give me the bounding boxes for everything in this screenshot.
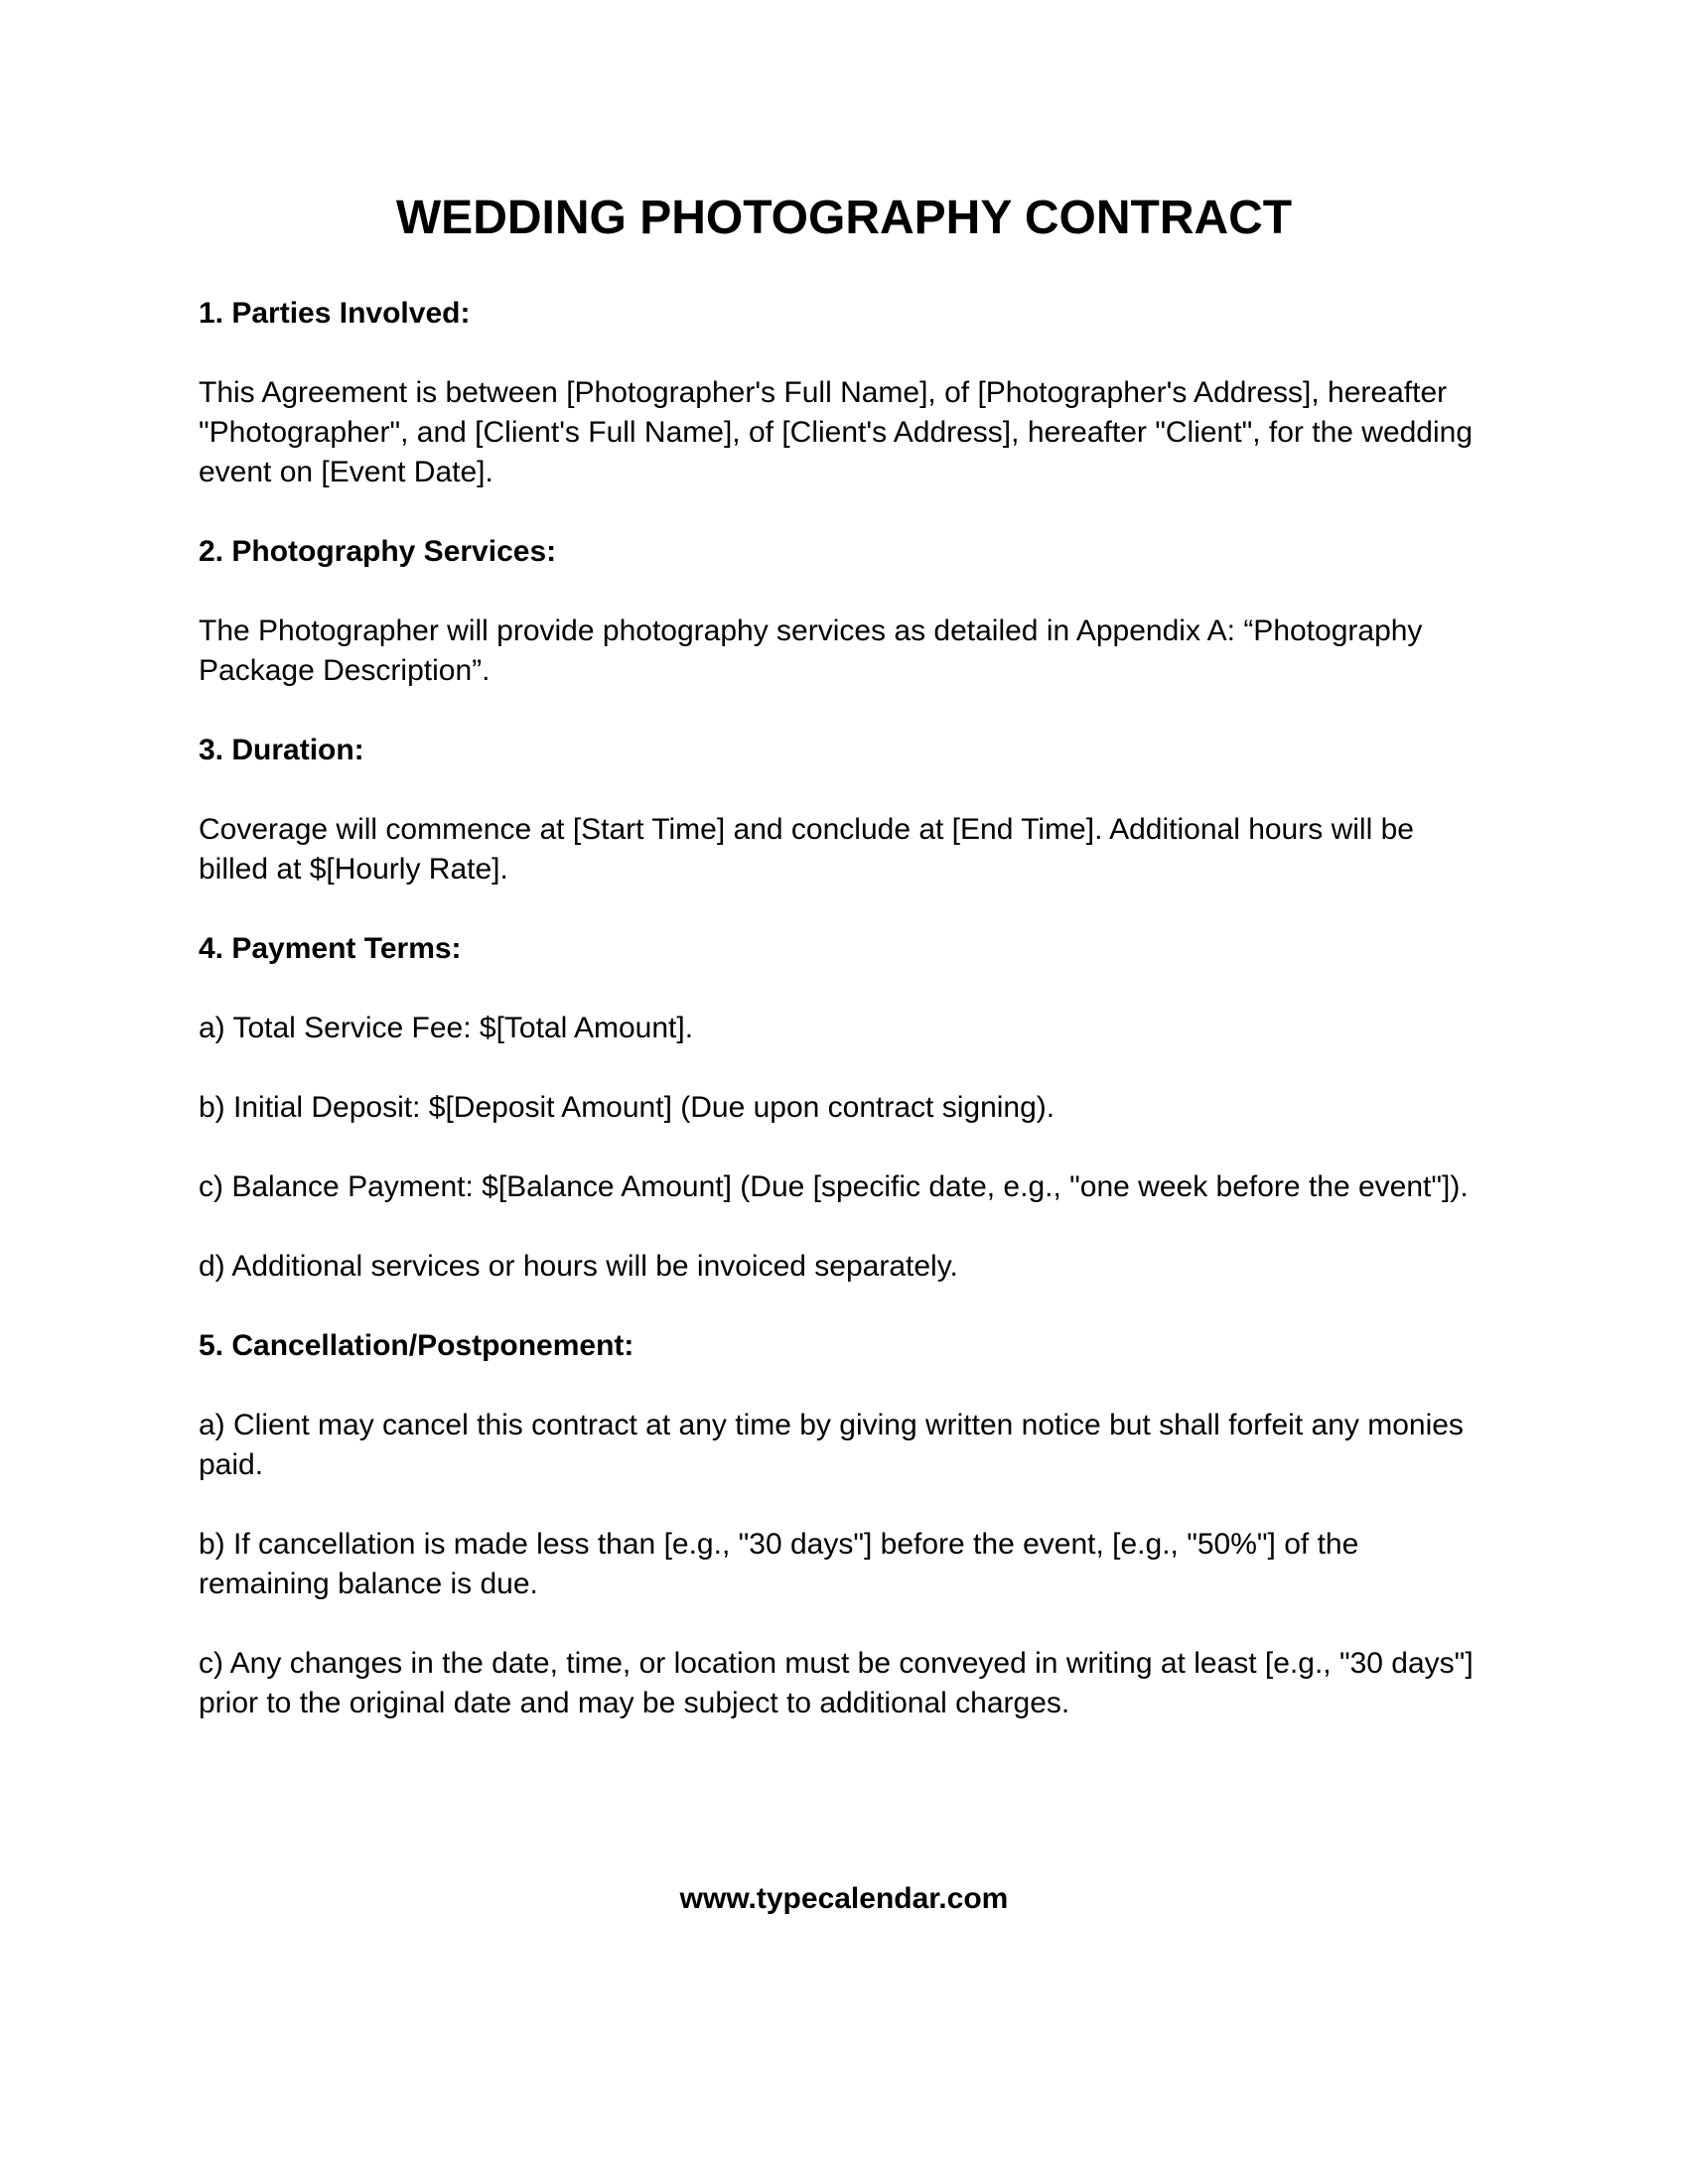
section-paragraph: b) Initial Deposit: $[Deposit Amount] (Due upon contract signing). — [199, 1091, 1055, 1124]
footer-website: www.typecalendar.com — [679, 1882, 1009, 1915]
section-heading-payment: 4. Payment Terms: — [199, 932, 462, 965]
section-heading-duration: 3. Duration: — [199, 734, 364, 766]
section-heading-cancellation: 5. Cancellation/Postponement: — [199, 1329, 634, 1362]
section-paragraph: The Photographer will provide photography services as detailed in Appendix A: “Photography Package Description”. — [199, 614, 1423, 687]
section-heading-services: 2. Photography Services: — [199, 535, 557, 568]
document-title: WEDDING PHOTOGRAPHY CONTRACT — [395, 192, 1293, 244]
section-paragraph: This Agreement is between [Photographer's Full Name], of [Photographer's Address], hereafter "Photographer", and [Client's Full Name], of [Client's Address], hereafter "Client", for the wedding event on [Event Date]. — [199, 376, 1474, 488]
section-paragraph: a) Total Service Fee: $[Total Amount]. — [199, 1012, 694, 1044]
section-paragraph: c) Any changes in the date, time, or location must be conveyed in writing at least [e.g., "30 days"] prior to the original date and may be subject to additional charges. — [199, 1647, 1474, 1719]
section-paragraph: Coverage will commence at [Start Time] and conclude at [End Time]. Additional hours will be billed at $[Hourly Rate]. — [199, 813, 1414, 886]
section-paragraph: d) Additional services or hours will be invoiced separately. — [199, 1250, 958, 1283]
section-paragraph: b) If cancellation is made less than [e.g., "30 days"] before the event, [e.g., "50%"] of the remaining balance is due. — [199, 1528, 1359, 1600]
section-heading-parties: 1. Parties Involved: — [199, 297, 471, 330]
document-body — [199, 294, 1489, 1763]
section-paragraph: c) Balance Payment: $[Balance Amount] (Due [specific date, e.g., "one week before the event"]). — [199, 1170, 1469, 1203]
section-paragraph: a) Client may cancel this contract at any time by giving written notice but shall forfeit any monies paid. — [199, 1409, 1464, 1481]
